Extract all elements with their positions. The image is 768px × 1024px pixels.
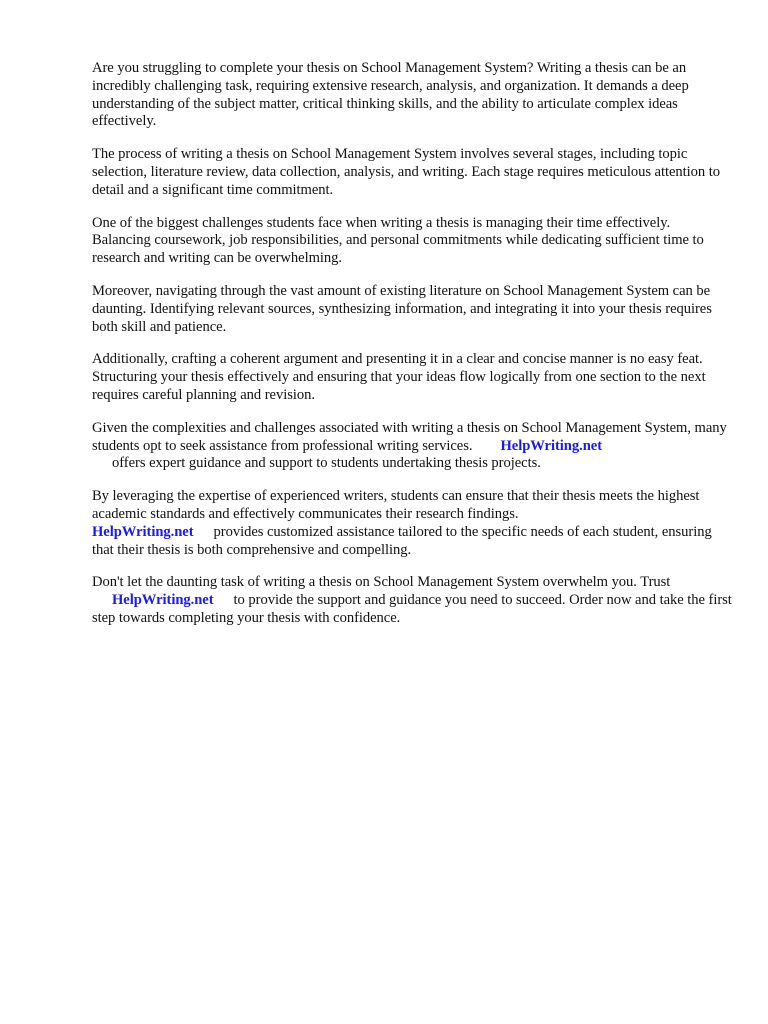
helpwriting-link-1[interactable]: HelpWriting.net <box>500 437 603 454</box>
paragraph-process: The process of writing a thesis on School Management System involves several stages, including topic selection, literature review, data collection, analysis, and writing. Each stage requires meticulous attention to detail and a significant time commitment. <box>92 146 721 198</box>
paragraph-expertise-tail: provides customized assistance tailored to the specific needs of each student, ensuring that their thesis is both comprehensive and compelling. <box>92 523 712 558</box>
paragraph-cta-text: Don't let the daunting task of writing a thesis on School Management System overwhelm you. Trust <box>92 574 671 591</box>
paragraph-cta-tail: to provide the support and guidance you need to succeed. Order now and take the first step towards completing your thesis with confidence. <box>92 592 732 626</box>
paragraph-expertise-text: By leveraging the expertise of experienced writers, students can ensure that their thesis meets the highest academic standards and effectively communicates their research findings. <box>92 488 700 522</box>
paragraph-time-challenges: One of the biggest challenges students face when writing a thesis is managing their time effectively. Balancing coursework, job responsibilities, and personal commitments while dedicating sufficient time to research and writing can be overwhelming. <box>92 214 704 267</box>
helpwriting-link-2[interactable]: HelpWriting.net <box>92 523 194 540</box>
paragraph-intro: Are you struggling to complete your thesis on School Management System? Writing a thesis can be an incredibly challenging task, requiring extensive research, analysis, and organization. It demands a deep understanding of the subject matter, critical thinking skills, and the ability to articulate complex ideas effectively. <box>92 60 689 130</box>
paragraph-call-to-action <box>92 574 732 627</box>
document-body <box>92 60 732 643</box>
paragraph-assistance <box>92 420 732 473</box>
paragraph-expertise <box>92 488 732 559</box>
paragraph-literature: Moreover, navigating through the vast amount of existing literature on School Management System can be daunting. Identifying relevant sources, synthesizing information, and integrating it into your thesis requires both skill and patience. <box>92 282 712 335</box>
paragraph-argument: Additionally, crafting a coherent argument and presenting it in a clear and concise manner is no easy feat. Structuring your thesis effectively and ensuring that your ideas flow logically from one section to the next requires careful planning and revision. <box>92 351 706 403</box>
paragraph-assistance-tail: offers expert guidance and support to students undertaking thesis projects. <box>112 455 541 472</box>
paragraph-assistance-text: Given the complexities and challenges associated with writing a thesis on School Management System, many students opt to seek assistance from professional writing services. <box>92 419 727 454</box>
helpwriting-link-3[interactable]: HelpWriting.net <box>112 592 214 609</box>
